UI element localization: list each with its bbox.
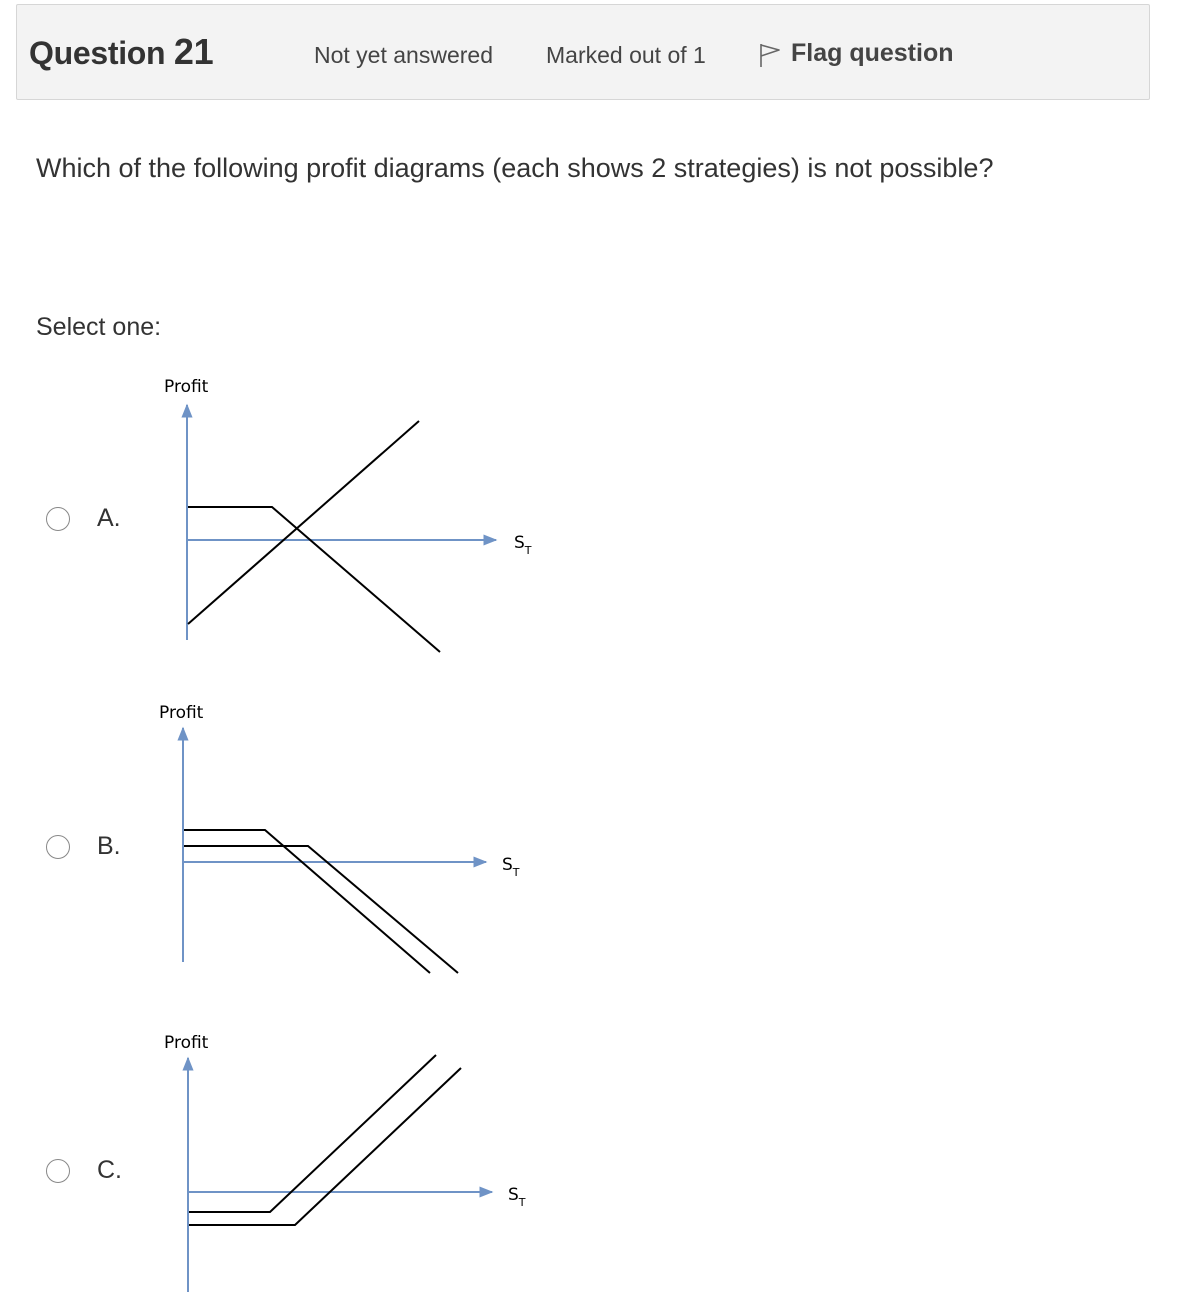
option-a-x-axis-s: S xyxy=(514,533,525,553)
question-text: Which of the following profit diagrams (each shows 2 strategies) is not possible? xyxy=(36,153,994,183)
option-b-strategy-2 xyxy=(184,846,458,973)
question-grade: Marked out of 1 xyxy=(546,42,706,68)
question-number: 21 xyxy=(173,31,214,72)
option-c-x-axis-label xyxy=(508,1185,526,1209)
option-a-radio[interactable] xyxy=(46,507,70,531)
flag-icon xyxy=(759,42,781,68)
option-c-y-axis-label: Profit xyxy=(164,1033,209,1053)
option-c-x-axis-subscript: T xyxy=(518,1196,526,1209)
question-title xyxy=(29,31,213,73)
option-b[interactable] xyxy=(46,832,121,861)
option-c-radio[interactable] xyxy=(46,1159,70,1183)
select-one-prompt: Select one: xyxy=(36,313,162,341)
option-c-strategy-2 xyxy=(189,1068,461,1225)
option-b-x-axis-subscript: T xyxy=(512,866,520,879)
option-b-strategy-1 xyxy=(184,830,430,973)
option-a-diagram xyxy=(150,370,550,670)
question-title-prefix: Question xyxy=(29,35,166,71)
option-c-x-axis-s: S xyxy=(508,1185,519,1205)
option-c[interactable] xyxy=(46,1156,122,1185)
option-b-x-axis-label xyxy=(502,855,520,879)
option-a-strategy-2 xyxy=(188,421,419,624)
option-c-strategy-1 xyxy=(189,1055,436,1212)
option-c-diagram xyxy=(150,1030,550,1310)
option-b-radio[interactable] xyxy=(46,835,70,859)
question-state: Not yet answered xyxy=(314,42,493,68)
option-a-x-axis-subscript: T xyxy=(524,544,532,557)
option-b-x-axis-s: S xyxy=(502,855,513,875)
flag-question-link[interactable] xyxy=(759,38,954,68)
option-c-label: C. xyxy=(97,1156,122,1184)
option-a[interactable] xyxy=(46,504,121,533)
option-b-diagram xyxy=(150,700,550,1000)
option-b-label: B. xyxy=(97,832,121,860)
option-b-y-axis-label: Profit xyxy=(159,703,204,723)
option-a-strategy-1 xyxy=(188,507,440,652)
option-a-x-axis-label xyxy=(514,533,532,557)
option-a-y-axis-label: Profit xyxy=(164,377,209,397)
question-info-box xyxy=(16,4,1150,100)
flag-question-label: Flag question xyxy=(791,38,954,67)
option-a-label: A. xyxy=(97,504,121,532)
